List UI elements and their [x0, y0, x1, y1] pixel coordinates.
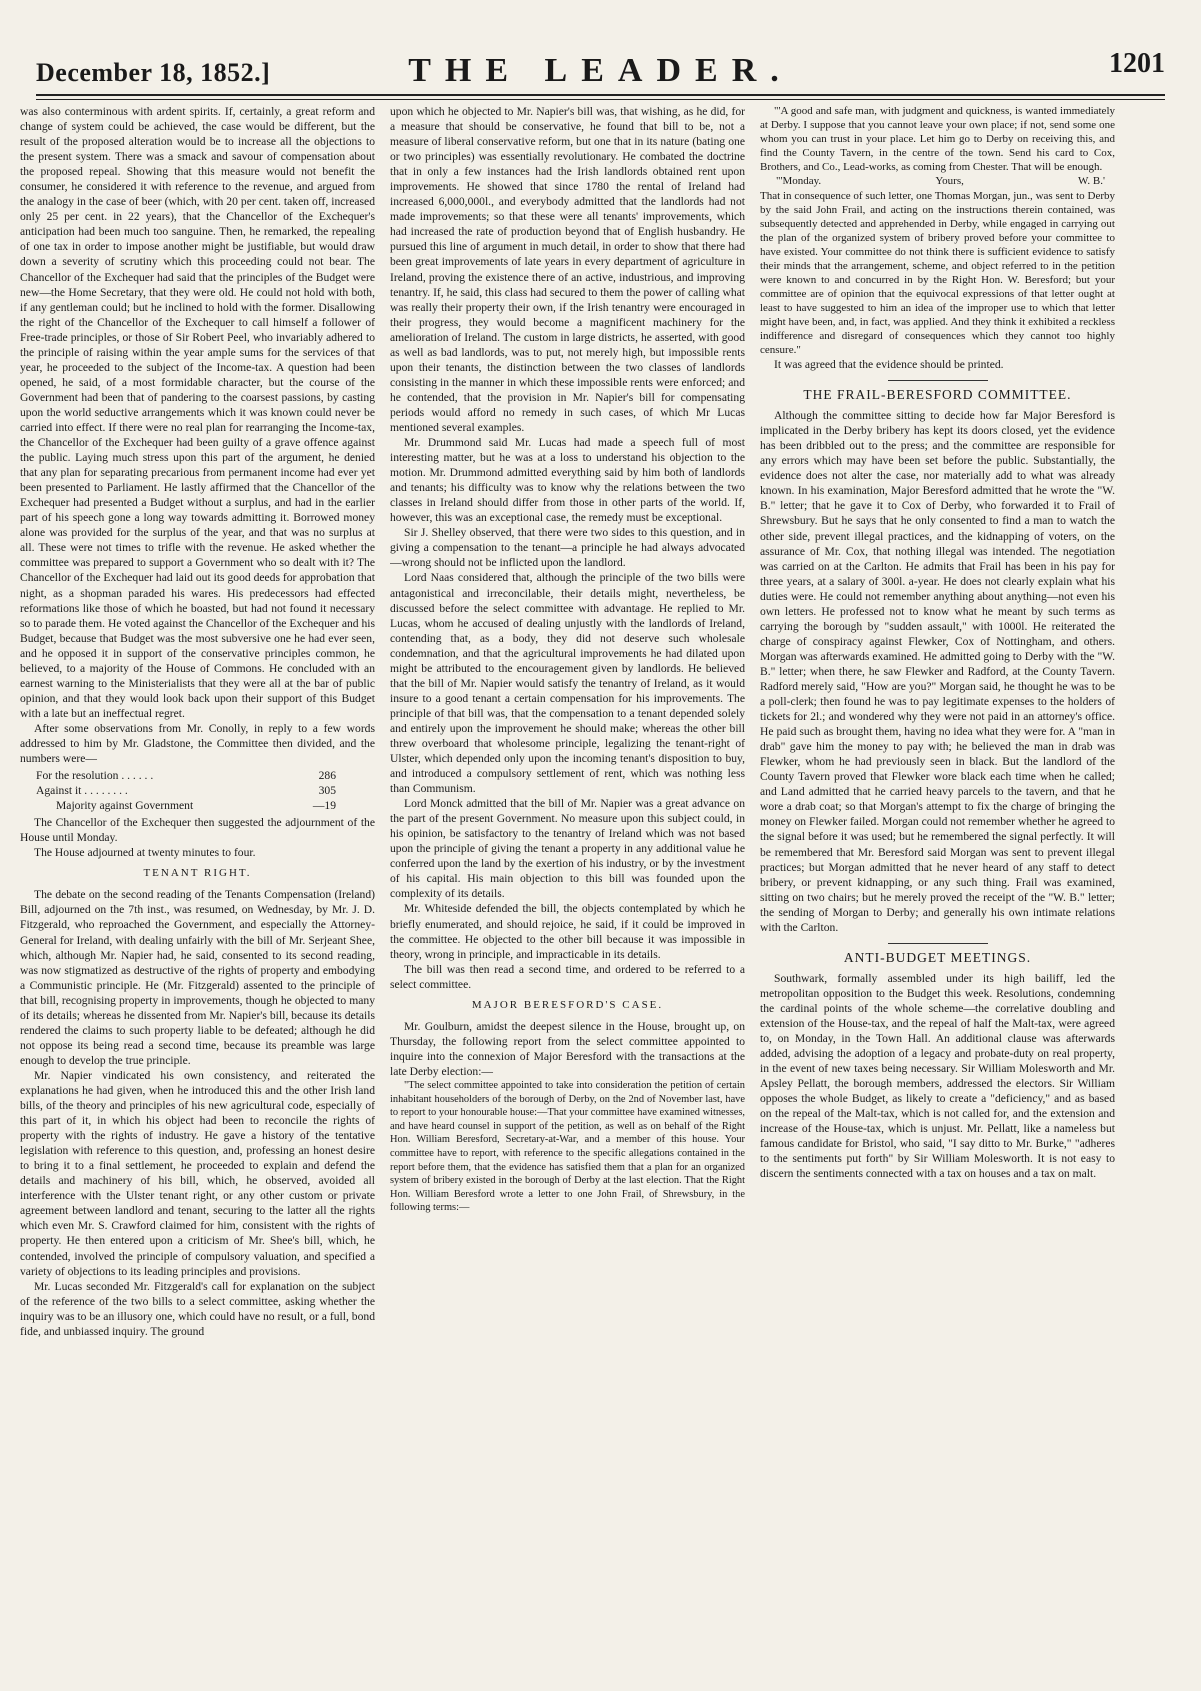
- paragraph: was also conterminous with ardent spirits. If, certainly, a great reform and change of system could be achieved, the case would be different, but the result of the proposed alteration would be to increase all the objections to the present system. There was a smack and savour of compensation about the proposed repeal. Showing that this measure would not benefit the consumer, he considered it with reference to the revenue, and argued from the analogy in the case of beer (which, with 20 per cent. taken off, increased only 25 per cent. in 22 years), that the Chancellor of the Exchequer's anticipation had been much too sanguine. Then, he remarked, the repealing of one tax in order to impose another might be justifiable, but would draw down a severity of scrutiny which this proceeding could not bear. The Chancellor of the Exchequer had said that the principles of the Budget were new—the Home Secretary, that they were old. He could not hold with both, if any gentleman could; but he inclined to hold with the former. Disallowing the right of the Chancellor of the Exchequer to call himself a follower of Free-trade principles, or those of Sir Robert Peel, who invariably adhered to the principle of raising within the year ample sums for the services of that year, he proceeded to the subject of the Income-tax. A question had been opened, he said, of a most formidable character, but the course of the Government had been that of pandering to the coarsest passions, by casting upon the world seductive arrangements which it was known could never be carried into effect. If there were no real plan for rearranging the Income-tax, the Chancellor of the Exchequer had been guilty of a grave offence against the public. Laying much stress upon this part of the argument, he denied that any plan for separating precarious from permanent income had ever yet been presented to Parliament. He lastly affirmed that the Chancellor of the Exchequer had presented a Budget without a surplus, and had in the earlier part of his speech gone a long way towards admitting it. Borrowed money alone was provided for the surplus of the year, and that was no surplus at all. These were not times to trifle with the revenue. He asked whether the committee was prepared to support a Government who so dealt with it? The Chancellor of the Exchequer had laid out its good deeds for approbation that night, as a shopman paraded his wares. His predecessors had effected reformations like those of which he boasted, but had not found it necessary so to parade them. He voted against the Chancellor of the Exchequer and his Budget, because that Budget was the most subversive one he had ever seen, and he opposed it in support of the conservative principles common, he believed, to a majority of the House of Commons. He concluded with an earnest warning to the Ministerialists that they were all at the bar of public opinion, and that they would look back upon their support of this Budget with a late but an ineffectual regret.: [20, 105, 375, 720]
- newspaper-title: THE LEADER.: [408, 52, 793, 89]
- masthead: [36, 40, 1165, 89]
- paragraph: Sir J. Shelley observed, that there were two sides to this question, and in giving a compensation to the tenant—a principle he had always advocated—wrong should not be inflicted upon the landlord.: [390, 526, 745, 570]
- paragraph: The House adjourned at twenty minutes to four.: [34, 846, 256, 860]
- paragraph: It was agreed that the evidence should be printed.: [774, 358, 1004, 372]
- paragraph: upon which he objected to Mr. Napier's bill was, that wishing, as he did, for a measure that should be conservative, he found that bill to be, not a measure of liberal conservative reform, but one that in its nature (bating one or two principles) was essentially revolutionary. He combated the doctrine that in only a few instances had the Irish landlords obtained rent upon improvements. He showed that since 1780 the rental of Ireland had increased 6,000,000l., and everybody admitted that the landlords had not made improvements; so that these were all tenants' improvements, which had increased the rate of production beyond that of English husbandry. He pursued this line of argument in much detail, in order to show that there had been great improvements of late years in every department of agriculture in Ireland, proving the existence there of an active, industrious, and improving tenantry. If, he said, this class had secured to them the power of calling what was really their property their own, if the Irish tenantry were encouraged in their progress, they would become a magnificent machinery for the amelioration of Ireland. The custom in large districts, he asserted, with good as well as bad landlords, was to put, not merely high, but impossible rents upon their tenants, the distinction between the two classes of landlords consisting in the manner in which these impossible rents were enforced; and he contended, that the provision in Mr. Napier's bill for compensating periods would afford no remedy in such cases, of which Mr Lucas mentioned several examples.: [390, 105, 745, 434]
- vote-label: Majority against Government: [56, 799, 194, 813]
- section-heading: TENANT RIGHT.: [143, 867, 252, 880]
- division-results: [36, 768, 336, 813]
- paragraph: Mr. Lucas seconded Mr. Fitzgerald's call for explanation on the subject of the reference of the two bills to a select committee, asking whether the inquiry was to be an illusory one, which could have no result, or a full, bond fide, and unbiassed inquiry. The ground: [20, 1279, 375, 1338]
- section-heading: ANTI-BUDGET MEETINGS.: [843, 949, 1032, 965]
- header-rule-thin: [36, 99, 1165, 100]
- section-heading: THE FRAIL-BERESFORD COMMITTEE.: [803, 387, 1072, 403]
- column-2: [390, 104, 745, 1679]
- vote-label: Against it . . . . . . . .: [36, 784, 128, 798]
- paragraph: Mr. Napier vindicated his own consistency, and reiterated the explanations he had given, when he introduced this and the other Irish land bills, of the theory and principles of his new agricultural code, especially of this part of it, in which his object had been to reconcile the rights of property with the rights of industry. He gave a history of the tentative legislation with reference to this question, and, professing an honest desire to bring it to a final settlement, he proceeded to explain and defend the details and machinery of his bill, which, he observed, avoided all interference with the Ulster tenant right, or any other custom or private agreement between landlord and tenant, securing to the latter all the rights which even Mr. S. Crawford claimed for him, consistent with the rights of property. He then entered upon a criticism of Mr. Shee's bill, which, he contended, involved the principle of compulsory valuation, and specified a variety of objections to its leading principles and provisions.: [20, 1068, 375, 1278]
- page-number: 1201: [1109, 48, 1165, 79]
- vote-count: 305: [318, 784, 336, 798]
- paragraph: Mr. Whiteside defended the bill, the objects contemplated by which he briefly enumerated, and should rejoice, he said, if it could be improved in the committee. He objected to the other bill because it was impossible in theory, wrong in principle, and impracticable in its details.: [390, 902, 745, 961]
- paragraph: The debate on the second reading of the Tenants Compensation (Ireland) Bill, adjourned on the 7th inst., was resumed, on Wednesday, by Mr. J. D. Fitzgerald, who reproached the Government, and especially the Attorney-General for Ireland, with dealing unfairly with the bill of Mr. Serjeant Shee, which, although Mr. Napier had, he said, consented to its second reading, was now stigmatized as destructive of the rights of property and embodying a Communistic principle. He (Mr. Fitzgerald) assented to the principle of that bill, recognising property in improvements, though he objected to many of its details; whereas he dissented from Mr. Napier's bill, because its details rendered the claims to such property liable to be defeated; although he did not oppose its being read a second time, because its preamble was large enough to develop the true principle.: [20, 888, 375, 1067]
- paragraph: Lord Monck admitted that the bill of Mr. Napier was a great advance on the part of the present Government. No measure upon this subject could, in his opinion, be satisfactory to the tenantry of Ireland which was not based upon the principle of giving the tenant a property in any additional value he conferred upon the land by the exertion of his industry, or by the investment of his capital. His main objection to this bill was founded upon the complexity of its details.: [390, 797, 745, 901]
- letter-text: "'A good and safe man, with judgment and quickness, is wanted immediately at Derby. I suppose that you cannot leave your own place; if not, send some one whom you can trust in your place. Let him go to Derby on receiving this, and find the County Tavern, in the centre of the town. Send his card to Cox, Brothers, and Co., Lead-works, as coming from Chester. That will be enough.: [760, 105, 1115, 173]
- vote-row-majority: [36, 798, 336, 813]
- paragraph: After some observations from Mr. Conolly, in reply to a few words addressed to him by Mr. Gladstone, the Committee then divided, and the numbers were—: [20, 721, 375, 766]
- vote-count: 286: [318, 769, 336, 783]
- vote-row-against: [36, 783, 336, 798]
- paragraph: Southwark, formally assembled under its high bailiff, led the metropolitan opposition to the Budget this week. Resolutions, condemning the cardinal points of the whole scheme—the correlative doubling and extension of the House-tax, and the repeal of half the Malt-tax, were agreed to, on Monday, in the Town Hall. An additional clause was afterwards added, advising the adoption of a legacy and probate-duty on real property, in the event of new taxes being necessary. Sir William Molesworth and Mr. Apsley Pellatt, the borough members, addressed the electors. Sir William opposes the whole Budget, as likely to create a "deficiency," and as based on the repeal of the Malt-tax, which is not called for, and the extension and increase of the House-tax, which is unjust. Mr. Pellatt, like a nameless but famous candidate for Bristol, who said, "I say ditto to Mr. Burke," "adheres to the sentiments put forth" by Sir William Molesworth. It is not easy to discern the sentiments connected with a tax on houses and a tax on malt.: [760, 971, 1115, 1181]
- paragraph: Mr. Goulburn, amidst the deepest silence in the House, brought up, on Thursday, the following report from the select committee appointed to inquire into the connexion of Major Beresford with the transactions at the late Derby election:—: [390, 1019, 745, 1078]
- paragraph: That in consequence of such letter, one Thomas Morgan, jun., was sent to Derby by the said John Frail, and acting on the instructions therein contained, was subsequently detected and apprehended in Derby, while engaged in carrying out the plan of the organized system of bribery proved before your committee to have existed. Your committee do not think there is sufficient evidence to satisfy their minds that the arrangement, scheme, and object referred to in the petition were known to and concurred in by the Right Hon. W. Beresford; but your committee are of opinion that the equivocal expressions of that letter ought at least to have suggested to him an idea of the improper use to which that letter might have been, and, in fact, was applied. And they think it exhibited a reckless indifference and disregard of consequences which they cannot too highly censure.": [760, 190, 1115, 357]
- vote-label: For the resolution . . . . . .: [36, 769, 154, 783]
- letter-closing: Yours,: [935, 175, 964, 187]
- section-divider: [888, 380, 988, 381]
- section-heading: MAJOR BERESFORD'S CASE.: [471, 998, 664, 1011]
- vote-row-for: [36, 768, 336, 783]
- paragraph: The bill was then read a second time, and ordered to be referred to a select committee.: [390, 962, 745, 991]
- letter-day: "'Monday.: [776, 175, 822, 187]
- paragraph: Lord Naas considered that, although the principle of the two bills were antagonistical and irreconcilable, their details might, nevertheless, be discussed before the select committee with advantage. He replied to Mr. Lucas, whom he accused of dealing unjustly with the landlords of Ireland, contending that, as a body, they did not deserve such wholesale condemnation, and that the agricultural improvements he had dilated upon might be attributed to the encouragement given by landlords. He believed that the bill of Mr. Napier would satisfy the tenantry of Ireland, as it would insure to a good tenant a certain compensation for his improvements. The principle of that bill was, that the compensation to a tenant depended solely and entirely upon the improvement he should make; whereas the other bill threw overboard that wholesome principle, legalizing the tenant-right of Ulster, which depended only upon the incoming tenant's disposition to buy, and introduced a compulsory settlement of rent, which was nothing less than Communism.: [390, 571, 745, 796]
- header-rule: [36, 94, 1165, 96]
- paragraph: The Chancellor of the Exchequer then suggested the adjournment of the House until Monday.: [20, 816, 375, 845]
- paragraph: Although the committee sitting to decide how far Major Beresford is implicated in the Derby bribery has kept its doors closed, yet the evidence has been dribbled out to the press; and the committee are responsible for any errors which may have been set before the public. Substantially, the evidence does not alter the case, nor materially add to what was already known. In his examination, Major Beresford admitted that he wrote the "W. B." letter; that he gave it to Cox of Derby, who forwarded it to Frail of Shrewsbury. But he says that he only consented to find a man to watch the other side, prevent illegal practices, and the kidnapping of voters, on the assurance of Mr. Cox, that nothing illegal was intended. The negotiation was carried on at the Carlton. He admits that Frail has been in his pay for three years, at a salary of 300l. a-year. He does not clearly explain what his duties were. He could not remember anything about anything—not even his own letters. He professed not to know what he meant by such terms as carrying the borough by "sudden assault," with 1000l. He reiterated the charge of conspiracy against Flewker, Cox of Nottingham, and others. Morgan was afterwards examined. He admitted going to Derby with the "W. B." letter; when there, he saw Flewker and Radford, at the County Tavern. Radford merely said, "How are you?" Morgan said, he thought he was to be a poll-clerk; then found he was to pay legitimate expenses to the holders of tickets for 2l.; and wondered why they were not paid in an attorney's office. He paid such as brought them, having no idea what they were for. A "man in drab" gave him the money to pay with; he believed the man in drab was Flewker, whom he had previously seen in black. But the landlord of the County Tavern proved that Flewker wore black each time when he called; and Land admitted that he carried heavy parcels to the tavern, and that he wore a drab coat; so that Morgan's attempt to fix the charge of bringing the money on Flewker failed. Morgan could not remember whether he agreed to the signal before it was used; but he remembered the signal perfectly. It will be remembered that Mr. Beresford said Morgan was sent to prevent illegal practices; but Morgan admitted that he never heard of any staff to detect bribery, or prevent kidnapping, or any such thing. Frail was examined, sitting on two chairs; but he merely proved the receipt of the "W. B." letter; the sending of Morgan to Derby; and generally his own intimate relations with the Carlton.: [760, 409, 1115, 934]
- letter-initials: W. B.': [1078, 175, 1105, 187]
- issue-date: December 18, 1852.]: [36, 58, 271, 87]
- letter-signature: [760, 174, 1115, 189]
- vote-count: —19: [312, 799, 336, 813]
- column-3: [760, 104, 1115, 1679]
- paragraph: Mr. Drummond said Mr. Lucas had made a speech full of most interesting matter, but he was at a loss to understand his objection to the motion. Mr. Drummond admitted everything said by him both of landlords and tenants; his difficulty was to know why the relations between the two classes in Ireland should differ from those in other parts of the world. If, however, this was an exceptional case, the remedy must be exceptional.: [390, 436, 745, 525]
- column-1: [20, 104, 375, 1679]
- report-quote: "The select committee appointed to take into consideration the petition of certain inhabitant householders of the borough of Derby, on the 2nd of November last, have to report to your honourable house:—That your committee have examined witnesses, and have heard counsel in support of the petition, as well as on behalf of the Right Hon. William Beresford, Secretary-at-War, and a member of this house. Your committee have to report, with reference to the specific allegations contained in the report before them, that the evidence has satisfied them that a plan for an organized system of bribery existed in the borough of Derby at the last election. That the Right Hon. William Beresford wrote a letter to one John Frail, of Shrewsbury, in the following terms:—: [390, 1080, 745, 1214]
- section-divider: [888, 943, 988, 944]
